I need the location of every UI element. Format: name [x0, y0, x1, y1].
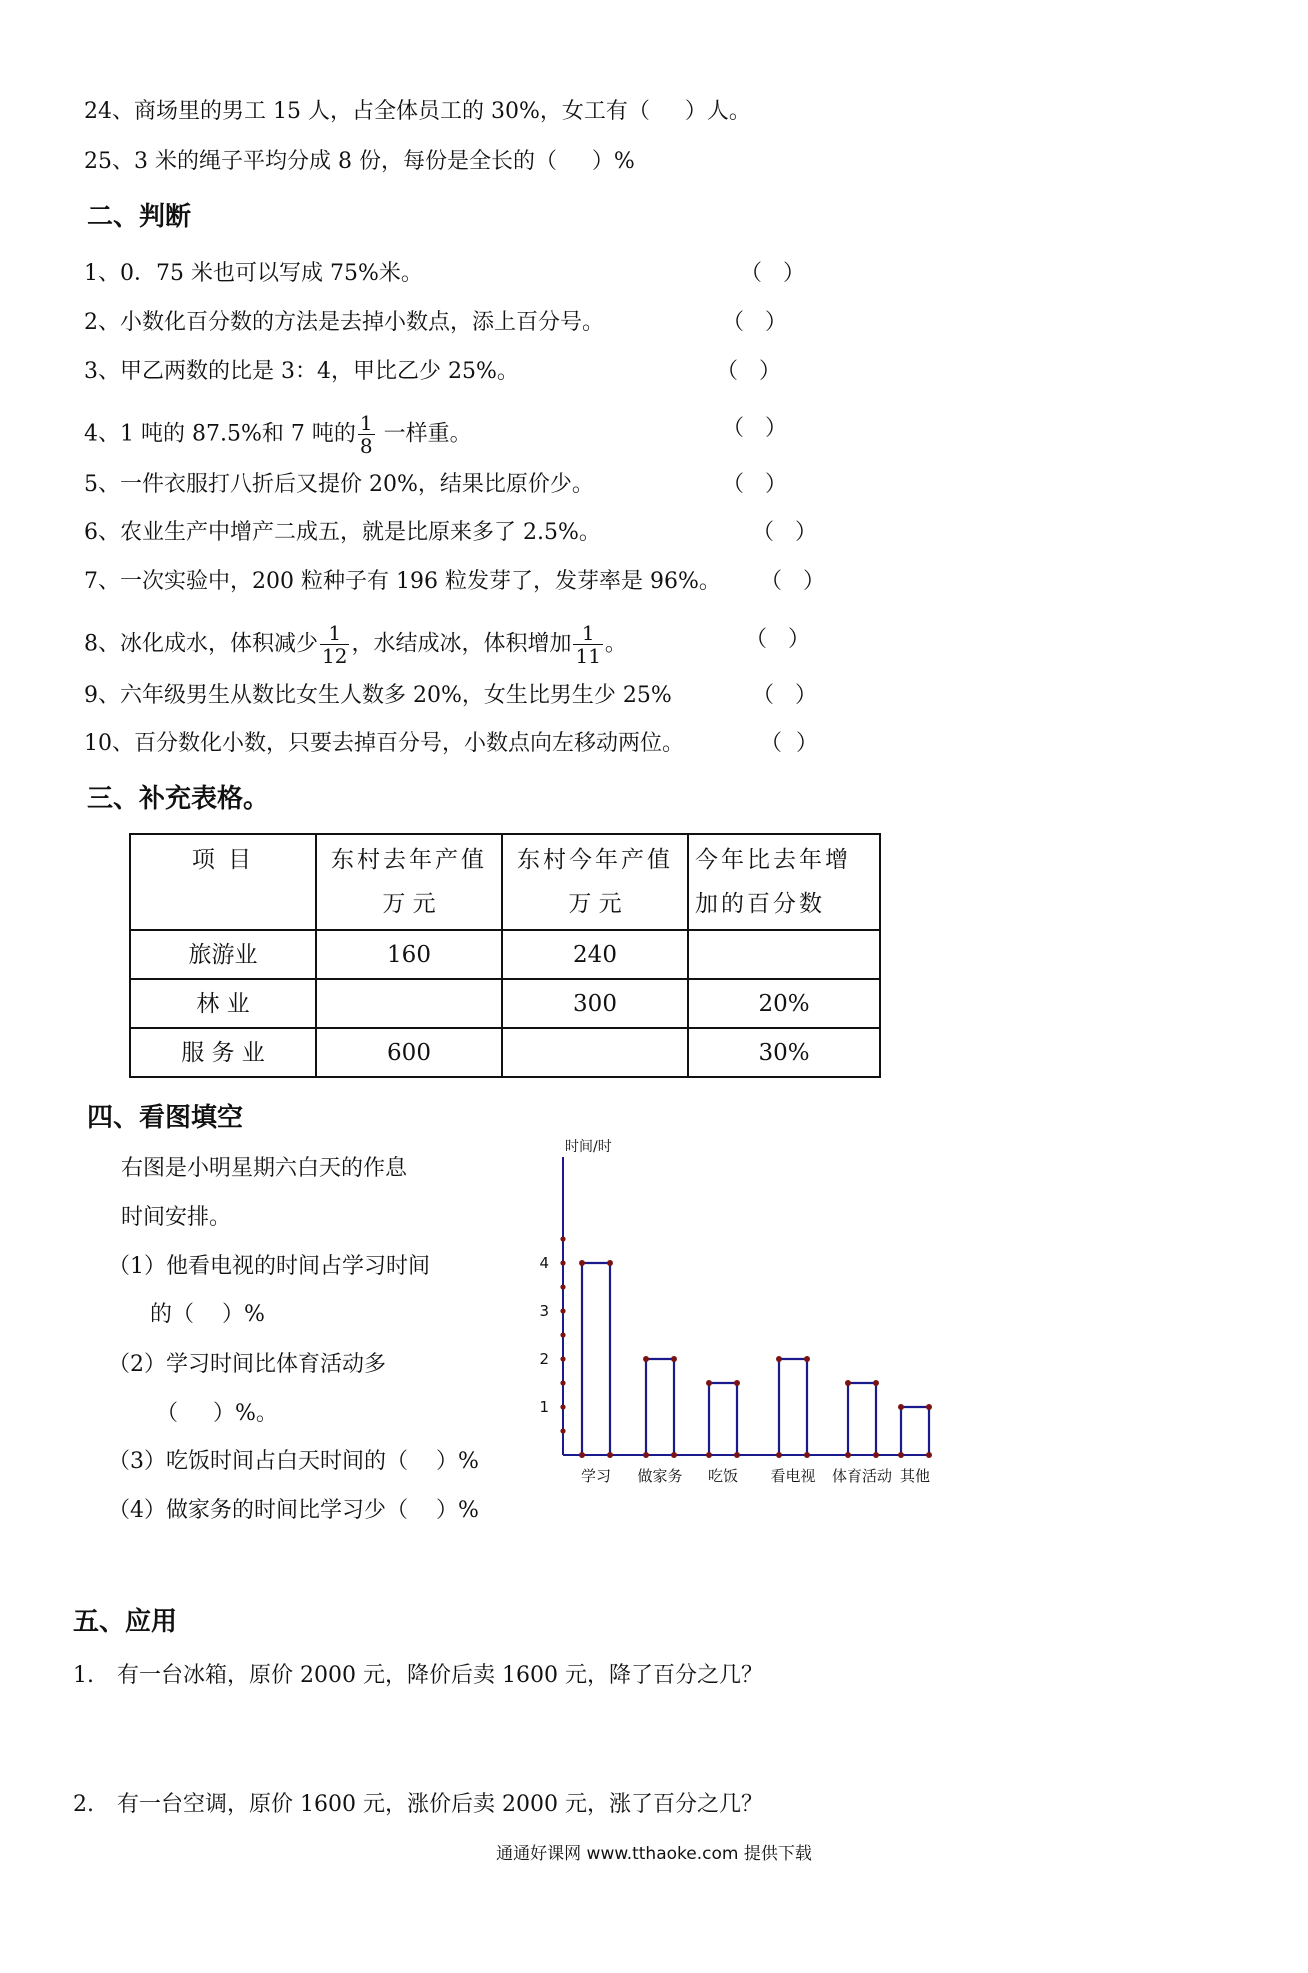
row-name: 旅游业: [130, 930, 316, 979]
judge-paren-1[interactable]: （ ）: [740, 261, 805, 286]
bar-做家务: [646, 1359, 674, 1455]
row-name: 林 业: [130, 979, 316, 1028]
x-category-label: 做家务: [637, 1467, 683, 1485]
footer-source: 通通好课网 www.tthaoke.com 提供下载: [496, 1844, 812, 1864]
fraction-one-eighth: [358, 412, 375, 457]
header-this-year-unit: 万 元: [568, 891, 622, 917]
chart-question-1b: 的（ ）%: [150, 1302, 265, 1327]
chart-intro-line2: 时间安排。: [121, 1205, 232, 1230]
judge-item-7: 7、一次实验中，200 粒种子有 196 粒发芽了，发芽率是 96%。: [84, 569, 721, 594]
chart-intro-line1: 右图是小明星期六白天的作息: [121, 1156, 408, 1181]
bar-学习: [582, 1263, 610, 1455]
header-increase-line1: 今年比去年增: [695, 847, 851, 873]
y-axis-dot: [560, 1428, 565, 1433]
bar-吃饭: [709, 1383, 737, 1455]
judge-item-4: [84, 412, 472, 457]
fraction-numerator: 1: [359, 411, 373, 435]
bar-corner-dot: [579, 1260, 585, 1266]
judge-item-1: 1、0．75 米也可以写成 75%米。: [84, 261, 423, 286]
bar-corner-dot: [734, 1380, 740, 1386]
judge-paren-8[interactable]: （ ）: [745, 627, 810, 652]
section-heading-chart: 四、看图填空: [87, 1103, 244, 1133]
table-row: [130, 930, 880, 979]
header-item: [130, 834, 316, 930]
question-25: 25、3 米的绳子平均分成 8 份，每份是全长的（ ）%: [84, 149, 635, 174]
schedule-bar-chart: [520, 1135, 940, 1515]
bar-corner-dot: [643, 1356, 649, 1362]
bar-base-dot: [579, 1452, 585, 1458]
chart-bars: [579, 1260, 932, 1458]
y-tick-label: 3: [539, 1302, 549, 1320]
chart-question-2b: （ ）%。: [156, 1401, 278, 1426]
judge-paren-7[interactable]: （ ）: [760, 569, 825, 594]
table-row: [130, 979, 880, 1028]
bar-base-dot: [804, 1452, 810, 1458]
judge-item-8: [84, 622, 627, 667]
row-last-year[interactable]: 160: [316, 930, 502, 979]
bar-corner-dot: [898, 1404, 904, 1410]
bar-base-dot: [776, 1452, 782, 1458]
fraction-denominator: 8: [359, 434, 373, 458]
judge-paren-3[interactable]: （ ）: [716, 359, 781, 384]
x-category-label: 体育活动: [831, 1467, 893, 1485]
judge-item-3: 3、甲乙两数的比是 3：4，甲比乙少 25%。: [84, 359, 519, 384]
y-tick-label: 2: [539, 1350, 549, 1368]
judge-paren-6[interactable]: （ ）: [752, 520, 817, 545]
fraction-denominator: 12: [322, 644, 348, 668]
header-last-year-unit: 万 元: [382, 891, 436, 917]
header-this-year: [502, 834, 688, 930]
header-this-year-line1: 东村今年产值: [517, 847, 673, 873]
y-axis-dot: [560, 1308, 565, 1313]
application-q1: 有一台冰箱，原价 2000 元，降价后卖 1600 元，降了百分之几？: [117, 1663, 763, 1688]
y-axis-dot: [560, 1380, 565, 1385]
bar-base-dot: [706, 1452, 712, 1458]
bar-corner-dot: [671, 1356, 677, 1362]
bar-看电视: [779, 1359, 807, 1455]
bar-corner-dot: [804, 1356, 810, 1362]
header-last-year-line1: 东村去年产值: [331, 847, 487, 873]
chart-question-4: （4）做家务的时间比学习少（ ）%: [108, 1498, 479, 1523]
application-q1-number: 1.: [73, 1663, 94, 1688]
judge-item-8-text-b: ，水结成冰，体积增加: [351, 631, 572, 657]
y-axis-dot: [560, 1332, 565, 1337]
y-tick-label: 4: [539, 1254, 549, 1272]
x-category-label: 吃饭: [707, 1467, 739, 1485]
question-24: 24、商场里的男工 15 人，占全体员工的 30%，女工有（ ）人。: [84, 99, 751, 124]
bar-base-dot: [734, 1452, 740, 1458]
row-percent[interactable]: [688, 930, 880, 979]
row-last-year[interactable]: 600: [316, 1028, 502, 1077]
y-axis-dot: [560, 1356, 565, 1361]
x-category-label: 看电视: [770, 1467, 816, 1485]
row-name: 服 务 业: [130, 1028, 316, 1077]
bar-base-dot: [607, 1452, 613, 1458]
bar-base-dot: [671, 1452, 677, 1458]
header-increase-line2: 加的百分数: [695, 891, 825, 917]
bar-base-dot: [845, 1452, 851, 1458]
bar-corner-dot: [607, 1260, 613, 1266]
row-percent[interactable]: 30%: [688, 1028, 880, 1077]
y-axis-dot: [560, 1236, 565, 1241]
judge-paren-10[interactable]: （ ）: [760, 731, 818, 756]
y-axis-dot: [560, 1260, 565, 1265]
bar-corner-dot: [845, 1380, 851, 1386]
table-header-row: [130, 834, 880, 930]
y-tick-label: 1: [539, 1398, 549, 1416]
fraction-numerator: 1: [320, 622, 349, 645]
bar-base-dot: [898, 1452, 904, 1458]
application-q2-number: 2.: [73, 1792, 94, 1817]
judge-paren-5[interactable]: （ ）: [722, 472, 787, 497]
bar-其他: [901, 1407, 929, 1455]
bar-corner-dot: [776, 1356, 782, 1362]
bar-corner-dot: [926, 1404, 932, 1410]
fraction-one-eleventh: [573, 622, 602, 667]
header-last-year: [316, 834, 502, 930]
chart-axes: [560, 1157, 930, 1455]
header-increase: [688, 834, 880, 930]
chart-labels: [539, 1139, 930, 1485]
section-heading-table: 三、补充表格。: [87, 784, 270, 814]
judge-item-4-text-b: 一样重。: [376, 421, 472, 447]
bar-base-dot: [873, 1452, 879, 1458]
application-q2: 有一台空调，原价 1600 元，涨价后卖 2000 元，涨了百分之几？: [117, 1792, 763, 1817]
fraction-denominator: 11: [575, 644, 601, 668]
x-category-label: 其他: [899, 1467, 931, 1485]
table-row: [130, 1028, 880, 1077]
row-this-year[interactable]: 300: [502, 979, 688, 1028]
judge-paren-2[interactable]: （ ）: [722, 310, 787, 335]
production-table: [129, 833, 881, 1078]
judge-paren-9[interactable]: （ ）: [752, 683, 817, 708]
judge-item-9: 9、六年级男生从数比女生人数多 20%，女生比男生少 25%: [84, 683, 672, 708]
judge-item-4-text-a: 4、1 吨的 87.5%和 7 吨的: [84, 421, 356, 447]
row-this-year[interactable]: [502, 1028, 688, 1077]
judge-item-2: 2、小数化百分数的方法是去掉小数点，添上百分号。: [84, 310, 604, 335]
fraction-numerator: 1: [573, 622, 602, 645]
x-category-label: 学习: [580, 1467, 612, 1485]
judge-item-6: 6、农业生产中增产二成五，就是比原来多了 2.5%。: [84, 520, 601, 545]
bar-base-dot: [926, 1452, 932, 1458]
section-heading-judge: 二、判断: [87, 202, 192, 232]
row-percent[interactable]: 20%: [688, 979, 880, 1028]
judge-item-10: 10、百分数化小数，只要去掉百分号，小数点向左移动两位。: [84, 731, 684, 756]
header-item-label: 项 目: [191, 847, 255, 873]
judge-item-8-text-a: 8、冰化成水，体积减少: [84, 631, 318, 657]
y-axis-dot: [560, 1284, 565, 1289]
bar-base-dot: [643, 1452, 649, 1458]
judge-item-5: 5、一件衣服打八折后又提价 20%，结果比原价少。: [84, 472, 594, 497]
chart-question-2a: （2）学习时间比体育活动多: [108, 1352, 386, 1377]
bar-corner-dot: [873, 1380, 879, 1386]
judge-item-8-text-c: 。: [604, 631, 627, 657]
bar-体育活动: [848, 1383, 876, 1455]
section-heading-application: 五、应用: [73, 1607, 178, 1637]
row-last-year[interactable]: [316, 979, 502, 1028]
fraction-one-twelfth: [320, 622, 349, 667]
y-axis-label: 时间/时: [565, 1139, 612, 1155]
chart-question-3: （3）吃饭时间占白天时间的（ ）%: [108, 1449, 479, 1474]
row-this-year[interactable]: 240: [502, 930, 688, 979]
judge-paren-4[interactable]: （ ）: [722, 416, 787, 441]
chart-question-1a: （1）他看电视的时间占学习时间: [108, 1254, 430, 1279]
bar-corner-dot: [706, 1380, 712, 1386]
y-axis-dot: [560, 1404, 565, 1409]
